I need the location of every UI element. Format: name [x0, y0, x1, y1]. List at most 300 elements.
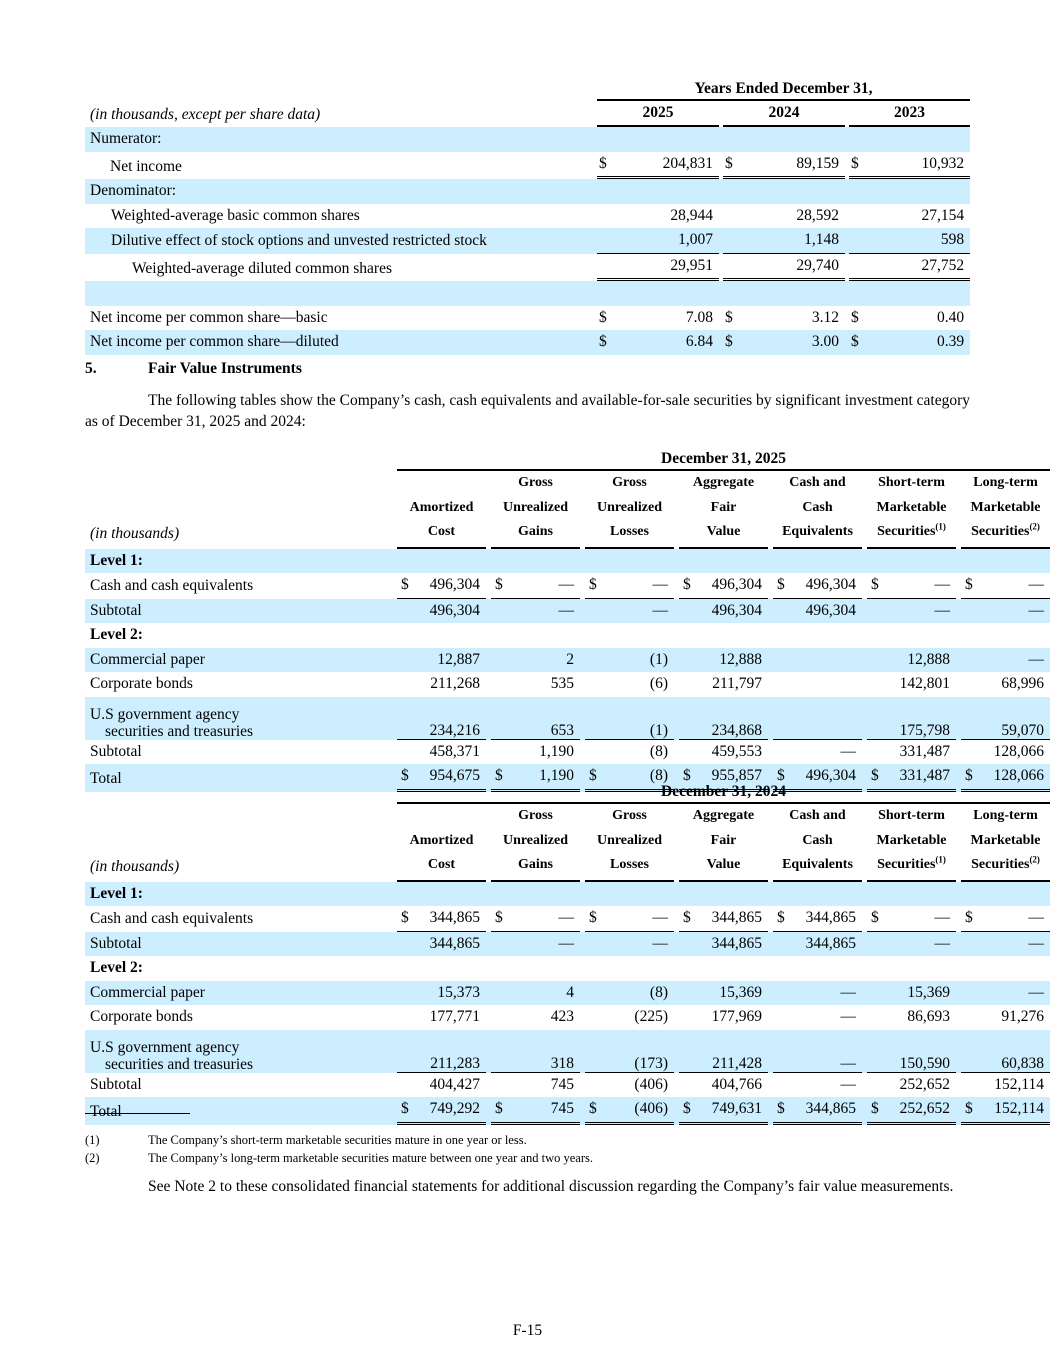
fv-value: 496,304 — [429, 576, 480, 593]
fv-value: 15,373 — [437, 983, 480, 1001]
fv-cell — [773, 981, 862, 1006]
fv-cell — [773, 648, 862, 673]
fv-cell — [585, 981, 674, 1006]
eps-cell — [723, 228, 845, 254]
eps-cell — [849, 330, 970, 355]
fv-data-row — [85, 1097, 1050, 1125]
fv-col-header-line: Long-term — [973, 475, 1038, 490]
fv-col-header — [867, 471, 956, 549]
fv-cell — [773, 599, 862, 624]
fv-col-header — [961, 804, 1050, 882]
fv-value: — — [1028, 983, 1045, 1001]
fv-cell — [491, 573, 580, 599]
fv-value: 535 — [550, 675, 574, 692]
fv-col-header-line: Cost — [427, 524, 456, 539]
eps-cell — [849, 179, 970, 204]
eps-row-label — [85, 281, 597, 306]
eps-value: 7.08 — [685, 308, 713, 326]
dollar-sign: $ — [683, 576, 691, 593]
fv-value: 331,487 — [899, 767, 950, 784]
eps-value: 28,592 — [796, 206, 839, 224]
fv-level-label: Level 2: — [90, 959, 143, 976]
fv-value: (8) — [649, 767, 668, 784]
fv-row-label: Subtotal — [90, 1075, 142, 1093]
fv-col-header — [773, 804, 862, 882]
eps-cell — [597, 228, 719, 254]
fv-value: 252,652 — [899, 1075, 950, 1093]
fv-value: 15,369 — [719, 983, 762, 1001]
fv-value: 955,857 — [711, 767, 762, 784]
fv-cell — [867, 599, 956, 624]
fv-value: 59,070 — [1001, 721, 1045, 739]
fv-cell — [961, 648, 1050, 673]
eps-cell — [849, 254, 970, 282]
fv-col-header-line: Cash — [802, 499, 833, 515]
fv-col-header-line: Value — [706, 524, 741, 539]
fv-row-label: Total — [85, 1097, 397, 1125]
fv-value: 211,268 — [430, 675, 480, 692]
fv-value: (406) — [634, 1100, 668, 1117]
eps-row — [85, 127, 970, 152]
eps-row-label: Weighted-average basic common shares — [111, 206, 360, 224]
fv-cell — [961, 1005, 1050, 1030]
fv-cell — [961, 906, 1050, 932]
closing-text: See Note 2 to these consolidated financial statements for additional discussion regarding the Company’s fair value measurements. — [148, 1178, 954, 1195]
fv-col-header — [961, 471, 1050, 549]
fv-cell — [867, 1097, 956, 1125]
fv-cell — [397, 1005, 486, 1030]
fv-col-header-line: Equivalents — [782, 857, 853, 872]
fv-data-row — [85, 573, 1050, 599]
fv-cell — [679, 1073, 768, 1098]
fv-cell — [397, 932, 486, 957]
eps-value: 204,831 — [662, 154, 713, 172]
fv-cell — [679, 932, 768, 957]
fv-col-header-line: Unrealized — [596, 499, 663, 515]
fv-value: 496,304 — [429, 601, 480, 619]
dollar-sign: $ — [851, 308, 859, 326]
fv-cell — [397, 599, 486, 624]
fv-data-row — [85, 906, 1050, 932]
fv-cell — [585, 1073, 674, 1098]
fv-cell — [585, 599, 674, 624]
fv-col-header — [585, 471, 674, 549]
fv-col-header-line: Cash and — [789, 475, 846, 490]
fv-value: 404,427 — [429, 1075, 480, 1093]
section-title: Fair Value Instruments — [148, 360, 302, 377]
eps-cell — [849, 228, 970, 254]
eps-cell — [723, 179, 845, 204]
eps-cell — [597, 330, 719, 355]
fv-value: (1) — [649, 721, 668, 739]
fv-col-header-line: Cost — [427, 857, 456, 872]
footnote-ref: (2) — [1029, 854, 1040, 865]
eps-cell — [849, 281, 970, 306]
fair-value-table — [85, 447, 1050, 792]
dollar-sign: $ — [777, 576, 785, 593]
fv-value: 344,865 — [429, 934, 480, 952]
fv-cell — [585, 1030, 674, 1073]
fv-cell — [679, 672, 768, 697]
fv-data-row — [85, 648, 1050, 673]
fv-value: 68,996 — [1001, 675, 1045, 692]
eps-cell — [597, 254, 719, 282]
eps-value: 27,154 — [921, 206, 965, 224]
fv-cell — [961, 573, 1050, 599]
fv-cell — [867, 573, 956, 599]
fv-value: 152,114 — [994, 1075, 1045, 1093]
fv-col-header-line: Amortized — [409, 832, 474, 848]
fv-value: (1) — [649, 650, 668, 668]
fv-col-header-line: Value — [706, 857, 741, 872]
fv-cell — [585, 697, 674, 740]
fv-cell — [961, 740, 1050, 765]
fv-col-header — [397, 804, 486, 882]
fv-value: 496,304 — [711, 576, 762, 593]
fv-value: 12,887 — [437, 650, 480, 668]
dollar-sign: $ — [683, 909, 691, 926]
fv-value: 344,865 — [711, 909, 762, 926]
fv-cell — [773, 740, 862, 765]
dollar-sign: $ — [683, 767, 691, 784]
fv-level-label: Level 2: — [90, 626, 143, 643]
fv-cell — [679, 648, 768, 673]
fv-row-label: Commercial paper — [85, 648, 397, 673]
dollar-sign: $ — [777, 909, 785, 926]
eps-value: 10,932 — [921, 154, 965, 172]
dollar-sign: $ — [401, 1100, 409, 1117]
fv-cell — [585, 740, 674, 765]
eps-value: 27,752 — [921, 256, 965, 274]
eps-table — [85, 76, 970, 355]
dollar-sign: $ — [599, 154, 607, 172]
fv-value: — — [1028, 576, 1045, 593]
eps-cell — [849, 152, 970, 180]
fv-cell — [773, 697, 862, 740]
fv-cell — [773, 1030, 862, 1073]
fv-value: — — [558, 934, 574, 952]
fv-value: — — [558, 576, 574, 593]
fv-col-header-line: Marketable — [970, 832, 1041, 848]
fv-value: 745 — [550, 1100, 574, 1117]
fv-value: — — [840, 1054, 856, 1072]
eps-row — [85, 204, 970, 229]
eps-cell — [723, 254, 845, 282]
fv-cell — [491, 697, 580, 740]
fv-cell — [491, 599, 580, 624]
eps-cell — [597, 179, 719, 204]
fv-data-row — [85, 697, 1050, 740]
fv-unit-label: (in thousands) — [90, 858, 180, 875]
fv-cell — [961, 932, 1050, 957]
dollar-sign: $ — [871, 576, 879, 593]
eps-cell — [849, 127, 970, 152]
fv-col-header-line: Aggregate — [692, 808, 755, 823]
dollar-sign: $ — [851, 154, 859, 172]
eps-cell — [849, 306, 970, 331]
fv-value: 749,631 — [711, 1100, 762, 1117]
eps-cell — [597, 204, 719, 229]
fv-cell — [491, 1030, 580, 1073]
fv-cell — [397, 573, 486, 599]
fv-cell — [867, 672, 956, 697]
dollar-sign: $ — [965, 767, 973, 784]
eps-cell — [597, 127, 719, 152]
fv-cell — [397, 697, 486, 740]
fv-cell — [679, 981, 768, 1006]
footnote-text: The Company’s short-term marketable securities mature in one year or less. — [148, 1133, 527, 1147]
dollar-sign: $ — [599, 308, 607, 326]
fv-row-label: Subtotal — [85, 932, 397, 957]
fv-value: 331,487 — [899, 742, 950, 760]
fair-value-table — [85, 780, 1050, 1125]
fv-value: — — [558, 909, 574, 926]
intro-text: The following tables show the Company’s cash, cash equivalents and available-for-sale securities by significant investment category as of December 31, 2025 and 2024: — [85, 392, 970, 430]
dollar-sign: $ — [725, 333, 733, 350]
eps-row-label: Denominator: — [85, 179, 597, 204]
fv-value: 177,771 — [429, 1008, 480, 1025]
footnote-ref: (2) — [1029, 521, 1040, 532]
fv-col-header-line: Unrealized — [502, 499, 569, 515]
fv-data-row — [85, 1073, 1050, 1098]
dollar-sign: $ — [589, 576, 597, 593]
fv-level-row — [85, 549, 1050, 574]
fv-value: (225) — [634, 1008, 668, 1025]
eps-row — [85, 228, 970, 254]
fv-col-header-line: Amortized — [409, 499, 474, 515]
fv-row-label: Subtotal — [85, 599, 397, 624]
fv-col-header — [679, 804, 768, 882]
fv-value: 150,590 — [899, 1054, 950, 1072]
fv-value: 745 — [550, 1075, 574, 1093]
fv-value: 142,801 — [899, 675, 950, 692]
fv-level-label: Level 1: — [85, 882, 397, 907]
fv-cell — [961, 599, 1050, 624]
fv-cell — [679, 573, 768, 599]
fv-value: (8) — [649, 742, 668, 760]
dollar-sign: $ — [495, 576, 503, 593]
eps-value: 3.12 — [811, 308, 839, 326]
fv-value: 2 — [566, 650, 574, 668]
fv-cell — [585, 932, 674, 957]
fv-col-header-line: Gains — [517, 524, 553, 539]
fv-value: — — [1028, 650, 1045, 668]
fv-data-row — [85, 1030, 1050, 1073]
fv-col-header — [397, 471, 486, 549]
fv-col-header — [491, 804, 580, 882]
fv-data-row — [85, 599, 1050, 624]
fv-table-title: December 31, 2024 — [397, 780, 1050, 804]
fv-cell — [585, 1097, 674, 1125]
section-number: 5. — [85, 360, 97, 377]
fv-cell — [867, 1073, 956, 1098]
eps-cell — [597, 152, 719, 180]
dollar-sign: $ — [725, 308, 733, 326]
dollar-sign: $ — [589, 1100, 597, 1117]
fv-cell — [491, 1073, 580, 1098]
fv-col-header-line — [397, 813, 486, 829]
fv-col-header-line: Fair — [710, 499, 737, 515]
fv-value: 4 — [566, 983, 574, 1001]
fv-value: — — [840, 1008, 856, 1025]
fv-row-label: Corporate bonds — [90, 1008, 193, 1025]
eps-cell — [723, 306, 845, 331]
eps-row — [85, 254, 970, 282]
fv-col-header-line: Securities$^{(1)}$ — [877, 521, 946, 539]
fv-value: 496,304 — [805, 601, 856, 619]
fv-cell — [491, 740, 580, 765]
fv-value: — — [652, 909, 668, 926]
fv-value: 211,797 — [712, 675, 762, 692]
fv-value: — — [652, 934, 668, 952]
fv-cell — [867, 981, 956, 1006]
fv-cell — [585, 906, 674, 932]
fv-value: (6) — [649, 675, 668, 692]
fv-value: — — [1028, 601, 1045, 619]
fv-col-header-line: Cash and — [789, 808, 846, 823]
fv-cell — [679, 697, 768, 740]
eps-row — [85, 330, 970, 355]
eps-col-2025: 2025 — [597, 101, 719, 128]
eps-cell — [849, 204, 970, 229]
fv-cell — [397, 648, 486, 673]
eps-col-2024: 2024 — [723, 101, 845, 128]
eps-row-label: Dilutive effect of stock options and unvested restricted stock — [85, 228, 597, 254]
fv-col-header-line: Losses — [610, 524, 649, 539]
eps-value: 28,944 — [670, 206, 713, 224]
fv-value: 1,190 — [539, 742, 574, 760]
footnote-marker: (1) — [85, 1133, 100, 1147]
fv-value: 404,766 — [711, 1075, 762, 1093]
dollar-sign: $ — [495, 909, 503, 926]
fv-value: 423 — [550, 1008, 574, 1025]
fv-value: 91,276 — [1001, 1008, 1045, 1025]
footnote-2 — [85, 1150, 593, 1166]
fv-level-row — [85, 623, 1050, 648]
fv-data-row — [85, 1005, 1050, 1030]
fv-value: — — [934, 601, 950, 619]
fv-value: 496,304 — [805, 576, 856, 593]
fv-value: 128,066 — [993, 767, 1045, 784]
fv-col-header-line: Marketable — [876, 499, 947, 515]
fv-value: 15,369 — [907, 983, 950, 1001]
eps-row — [85, 281, 970, 306]
fv-cell — [773, 672, 862, 697]
fv-col-header-line: Short-term — [878, 808, 945, 823]
fv-value: — — [840, 742, 856, 760]
fv-col-header-line: Cash — [802, 832, 833, 848]
fv-cell — [867, 740, 956, 765]
fv-col-header-line: Marketable — [876, 832, 947, 848]
fv-cell — [397, 1073, 486, 1098]
eps-row — [85, 306, 970, 331]
eps-cell — [723, 281, 845, 306]
fv-col-header-line: Gross — [612, 808, 647, 823]
dollar-sign: $ — [683, 1100, 691, 1117]
fv-cell — [867, 932, 956, 957]
fv-value: — — [934, 576, 950, 593]
fv-value: 234,868 — [711, 721, 762, 739]
fv-value: — — [1028, 934, 1045, 952]
fv-cell — [773, 1097, 862, 1125]
eps-value: 6.84 — [685, 333, 713, 350]
fv-data-row — [85, 740, 1050, 765]
fv-cell — [679, 1005, 768, 1030]
eps-value: 0.40 — [936, 308, 965, 326]
fv-col-header-line: Short-term — [878, 475, 945, 490]
fv-cell — [397, 1030, 486, 1073]
fv-value: 1,190 — [539, 767, 574, 784]
fv-value: 344,865 — [429, 909, 480, 926]
fv-cell — [773, 932, 862, 957]
fv-value: 211,428 — [712, 1054, 762, 1072]
fv-value: — — [934, 934, 950, 952]
fv-value: 459,553 — [711, 742, 762, 760]
fv-value: 496,304 — [711, 601, 762, 619]
eps-value: 3.00 — [811, 333, 839, 350]
dollar-sign: $ — [495, 767, 503, 784]
footnote-marker: (2) — [85, 1151, 100, 1165]
fv-cell — [397, 1097, 486, 1125]
fv-cell — [679, 599, 768, 624]
fv-row-label: U.S government agency securities and treasuries — [85, 697, 397, 740]
fv-data-row — [85, 672, 1050, 697]
fv-cell — [867, 697, 956, 740]
dollar-sign: $ — [871, 909, 879, 926]
fv-cell — [491, 932, 580, 957]
fv-value: 653 — [550, 721, 574, 739]
fv-unit-label: (in thousands) — [90, 525, 180, 542]
eps-value: 29,740 — [796, 256, 839, 274]
fv-row-label: Total — [85, 764, 397, 792]
eps-value: 1,148 — [804, 231, 839, 248]
fv-row-label: Corporate bonds — [90, 675, 193, 692]
fv-value: 175,798 — [899, 721, 950, 739]
dollar-sign: $ — [401, 767, 409, 784]
fv-value: 60,838 — [1001, 1054, 1045, 1072]
fv-col-header-line: Securities$^{(1)}$ — [877, 854, 946, 872]
fv-col-header-line: Aggregate — [692, 475, 755, 490]
dollar-sign: $ — [965, 576, 973, 593]
fv-row-label: Cash and cash equivalents — [90, 910, 254, 927]
fv-col-header — [491, 471, 580, 549]
fv-value: 954,675 — [429, 767, 480, 784]
fv-cell — [397, 906, 486, 932]
fv-cell — [867, 648, 956, 673]
footnote-1 — [85, 1132, 527, 1148]
fv-value: 318 — [550, 1054, 574, 1072]
fv-col-header-line: Equivalents — [782, 524, 853, 539]
dollar-sign: $ — [777, 1100, 785, 1117]
eps-value: 0.39 — [936, 333, 965, 350]
fv-value: 12,888 — [719, 650, 762, 668]
fv-value: 458,371 — [429, 742, 480, 760]
fv-cell — [585, 672, 674, 697]
eps-cell — [723, 330, 845, 355]
fv-cell — [679, 906, 768, 932]
fv-value: (173) — [634, 1054, 668, 1072]
fv-row-label: Commercial paper — [85, 981, 397, 1006]
dollar-sign: $ — [965, 909, 973, 926]
fv-col-header-line: Securities$^{(2)}$ — [971, 521, 1040, 539]
dollar-sign: $ — [871, 1100, 879, 1117]
eps-row-label: Weighted-average diluted common shares — [132, 259, 393, 277]
fv-cell — [773, 1005, 862, 1030]
fv-value: 496,304 — [805, 767, 856, 784]
eps-cell — [723, 204, 845, 229]
fv-cell — [397, 672, 486, 697]
eps-value: 29,951 — [670, 256, 713, 274]
